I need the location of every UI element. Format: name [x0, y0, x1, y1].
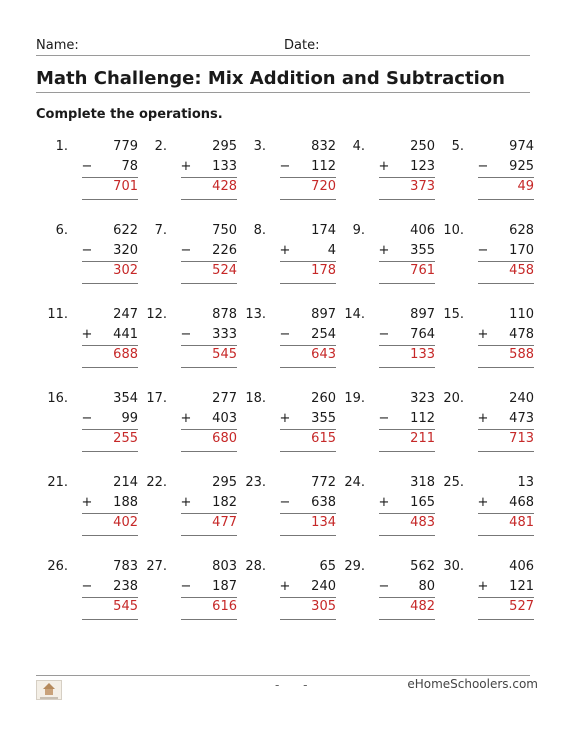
- operator-sign: −: [180, 243, 192, 258]
- answer: 178: [311, 263, 336, 278]
- answer-underline: [82, 367, 138, 368]
- answer-underline: [478, 199, 534, 200]
- answer: 713: [509, 431, 534, 446]
- problem: [335, 139, 435, 205]
- problem-number: 6.: [55, 223, 68, 238]
- problem-number: 25.: [443, 475, 464, 490]
- answer-underline: [181, 451, 237, 452]
- operator-sign: −: [279, 495, 291, 510]
- top-operand: 295: [212, 475, 237, 490]
- top-operand: 13: [517, 475, 534, 490]
- problem: [236, 391, 336, 457]
- problem-number: 16.: [47, 391, 68, 406]
- bottom-operand: 80: [418, 579, 435, 594]
- answer: 588: [509, 347, 534, 362]
- bottom-operand: 238: [113, 579, 138, 594]
- problem: [137, 139, 237, 205]
- bottom-operand: 133: [212, 159, 237, 174]
- operator-sign: +: [180, 159, 192, 174]
- top-operand: 295: [212, 139, 237, 154]
- operator-sign: +: [279, 243, 291, 258]
- answer: 255: [113, 431, 138, 446]
- operator-sign: +: [180, 411, 192, 426]
- answer: 701: [113, 179, 138, 194]
- bottom-operand: 638: [311, 495, 336, 510]
- bottom-operand: 188: [113, 495, 138, 510]
- bottom-operand: 226: [212, 243, 237, 258]
- answer: 402: [113, 515, 138, 530]
- house-logo-icon: [36, 680, 62, 700]
- top-operand: 318: [410, 475, 435, 490]
- answer-underline: [379, 451, 435, 452]
- problem-number: 5.: [451, 139, 464, 154]
- problem-number: 12.: [146, 307, 167, 322]
- site-name: eHomeSchoolers.com: [407, 677, 538, 691]
- problem: [434, 475, 534, 541]
- top-operand: 897: [410, 307, 435, 322]
- problem: [38, 139, 138, 205]
- answer: 761: [410, 263, 435, 278]
- answer-underline: [478, 367, 534, 368]
- problem-number: 24.: [344, 475, 365, 490]
- bottom-operand: 112: [410, 411, 435, 426]
- bottom-operand: 78: [121, 159, 138, 174]
- answer: 133: [410, 347, 435, 362]
- answer: 680: [212, 431, 237, 446]
- answer-underline: [181, 535, 237, 536]
- answer: 211: [410, 431, 435, 446]
- top-operand: 562: [410, 559, 435, 574]
- problem-number: 10.: [443, 223, 464, 238]
- answer-underline: [478, 451, 534, 452]
- operator-sign: −: [81, 159, 93, 174]
- answer: 545: [113, 599, 138, 614]
- answer: 527: [509, 599, 534, 614]
- bottom-operand: 112: [311, 159, 336, 174]
- answer: 720: [311, 179, 336, 194]
- problem: [434, 391, 534, 457]
- problem-number: 8.: [253, 223, 266, 238]
- problem-number: 22.: [146, 475, 167, 490]
- top-operand: 628: [509, 223, 534, 238]
- problem: [236, 139, 336, 205]
- top-operand: 240: [509, 391, 534, 406]
- footer-divider: [36, 675, 530, 676]
- answer-underline: [379, 199, 435, 200]
- problem-number: 19.: [344, 391, 365, 406]
- answer-underline: [379, 367, 435, 368]
- operator-sign: −: [180, 327, 192, 342]
- top-operand: 832: [311, 139, 336, 154]
- answer: 428: [212, 179, 237, 194]
- bottom-operand: 355: [311, 411, 336, 426]
- answer-underline: [379, 283, 435, 284]
- answer-underline: [280, 535, 336, 536]
- top-operand: 622: [113, 223, 138, 238]
- operator-sign: −: [81, 243, 93, 258]
- problem: [236, 223, 336, 289]
- top-operand: 174: [311, 223, 336, 238]
- operator-sign: −: [477, 243, 489, 258]
- worksheet-title: Math Challenge: Mix Addition and Subtraction: [36, 68, 530, 93]
- date-label: Date:: [284, 38, 320, 53]
- operator-sign: +: [477, 495, 489, 510]
- operator-sign: +: [180, 495, 192, 510]
- answer-underline: [181, 619, 237, 620]
- bottom-operand: 764: [410, 327, 435, 342]
- answer-underline: [280, 619, 336, 620]
- answer-underline: [379, 619, 435, 620]
- problem-number: 14.: [344, 307, 365, 322]
- answer: 134: [311, 515, 336, 530]
- bottom-operand: 4: [327, 243, 336, 258]
- bottom-operand: 121: [509, 579, 534, 594]
- problem-number: 20.: [443, 391, 464, 406]
- operator-sign: +: [378, 243, 390, 258]
- top-operand: 779: [113, 139, 138, 154]
- top-operand: 878: [212, 307, 237, 322]
- answer-underline: [478, 619, 534, 620]
- answer-underline: [82, 451, 138, 452]
- operator-sign: +: [378, 159, 390, 174]
- top-operand: 974: [509, 139, 534, 154]
- operator-sign: +: [477, 579, 489, 594]
- operator-sign: −: [378, 327, 390, 342]
- answer: 477: [212, 515, 237, 530]
- problem-number: 13.: [245, 307, 266, 322]
- top-operand: 247: [113, 307, 138, 322]
- top-operand: 65: [319, 559, 336, 574]
- answer: 481: [509, 515, 534, 530]
- top-operand: 323: [410, 391, 435, 406]
- bottom-operand: 240: [311, 579, 336, 594]
- problem-number: 23.: [245, 475, 266, 490]
- problem: [434, 223, 534, 289]
- answer: 688: [113, 347, 138, 362]
- operator-sign: +: [81, 495, 93, 510]
- answer-underline: [181, 283, 237, 284]
- bottom-operand: 468: [509, 495, 534, 510]
- bottom-operand: 254: [311, 327, 336, 342]
- top-operand: 783: [113, 559, 138, 574]
- page-number: - -: [275, 678, 318, 692]
- problem: [137, 307, 237, 373]
- top-operand: 250: [410, 139, 435, 154]
- bottom-operand: 187: [212, 579, 237, 594]
- operator-sign: −: [477, 159, 489, 174]
- answer: 524: [212, 263, 237, 278]
- problem-number: 15.: [443, 307, 464, 322]
- top-operand: 260: [311, 391, 336, 406]
- bottom-operand: 403: [212, 411, 237, 426]
- top-operand: 897: [311, 307, 336, 322]
- answer-underline: [478, 535, 534, 536]
- answer-underline: [181, 199, 237, 200]
- problem-number: 7.: [154, 223, 167, 238]
- operator-sign: +: [279, 411, 291, 426]
- name-date-row: [36, 38, 530, 56]
- bottom-operand: 165: [410, 495, 435, 510]
- bottom-operand: 170: [509, 243, 534, 258]
- problem: [335, 559, 435, 625]
- problem: [335, 307, 435, 373]
- answer-underline: [280, 451, 336, 452]
- top-operand: 803: [212, 559, 237, 574]
- bottom-operand: 123: [410, 159, 435, 174]
- problem: [137, 559, 237, 625]
- operator-sign: +: [81, 327, 93, 342]
- answer-underline: [82, 535, 138, 536]
- bottom-operand: 182: [212, 495, 237, 510]
- answer: 615: [311, 431, 336, 446]
- problem-number: 11.: [47, 307, 68, 322]
- answer-underline: [181, 367, 237, 368]
- operator-sign: −: [180, 579, 192, 594]
- instructions: Complete the operations.: [36, 107, 223, 122]
- operator-sign: +: [378, 495, 390, 510]
- answer: 373: [410, 179, 435, 194]
- bottom-operand: 99: [121, 411, 138, 426]
- problem: [335, 223, 435, 289]
- bottom-operand: 478: [509, 327, 534, 342]
- top-operand: 406: [410, 223, 435, 238]
- problem-number: 18.: [245, 391, 266, 406]
- answer: 458: [509, 263, 534, 278]
- name-label: Name:: [36, 38, 79, 53]
- problem: [137, 223, 237, 289]
- answer: 643: [311, 347, 336, 362]
- operator-sign: −: [378, 411, 390, 426]
- problem: [38, 559, 138, 625]
- problem: [38, 475, 138, 541]
- top-operand: 110: [509, 307, 534, 322]
- answer: 545: [212, 347, 237, 362]
- operator-sign: −: [81, 579, 93, 594]
- problem: [236, 559, 336, 625]
- answer-underline: [82, 619, 138, 620]
- top-operand: 772: [311, 475, 336, 490]
- top-operand: 750: [212, 223, 237, 238]
- problem: [434, 307, 534, 373]
- problem-number: 21.: [47, 475, 68, 490]
- answer-underline: [379, 535, 435, 536]
- answer: 49: [517, 179, 534, 194]
- problem: [335, 475, 435, 541]
- operator-sign: +: [477, 411, 489, 426]
- top-operand: 214: [113, 475, 138, 490]
- operator-sign: +: [477, 327, 489, 342]
- problem: [335, 391, 435, 457]
- operator-sign: −: [378, 579, 390, 594]
- problem-number: 9.: [352, 223, 365, 238]
- problem-number: 3.: [253, 139, 266, 154]
- answer: 482: [410, 599, 435, 614]
- operator-sign: −: [279, 159, 291, 174]
- top-operand: 406: [509, 559, 534, 574]
- problem-number: 28.: [245, 559, 266, 574]
- problem: [38, 307, 138, 373]
- answer: 483: [410, 515, 435, 530]
- problem-number: 26.: [47, 559, 68, 574]
- bottom-operand: 333: [212, 327, 237, 342]
- answer: 302: [113, 263, 138, 278]
- problem-number: 17.: [146, 391, 167, 406]
- operator-sign: −: [81, 411, 93, 426]
- top-operand: 354: [113, 391, 138, 406]
- problem-number: 4.: [352, 139, 365, 154]
- answer-underline: [280, 199, 336, 200]
- answer-underline: [280, 367, 336, 368]
- bottom-operand: 355: [410, 243, 435, 258]
- problem: [137, 391, 237, 457]
- answer-underline: [280, 283, 336, 284]
- operator-sign: +: [279, 579, 291, 594]
- problem-number: 1.: [55, 139, 68, 154]
- problem: [38, 391, 138, 457]
- problem: [434, 559, 534, 625]
- problem: [236, 475, 336, 541]
- answer-underline: [82, 283, 138, 284]
- bottom-operand: 320: [113, 243, 138, 258]
- problem: [236, 307, 336, 373]
- problem: [38, 223, 138, 289]
- operator-sign: −: [279, 327, 291, 342]
- problem-number: 29.: [344, 559, 365, 574]
- answer-underline: [478, 283, 534, 284]
- answer-underline: [82, 199, 138, 200]
- bottom-operand: 473: [509, 411, 534, 426]
- bottom-operand: 441: [113, 327, 138, 342]
- answer: 305: [311, 599, 336, 614]
- problem-number: 30.: [443, 559, 464, 574]
- bottom-operand: 925: [509, 159, 534, 174]
- problem-number: 27.: [146, 559, 167, 574]
- problem-number: 2.: [154, 139, 167, 154]
- problem: [137, 475, 237, 541]
- top-operand: 277: [212, 391, 237, 406]
- problem: [434, 139, 534, 205]
- answer: 616: [212, 599, 237, 614]
